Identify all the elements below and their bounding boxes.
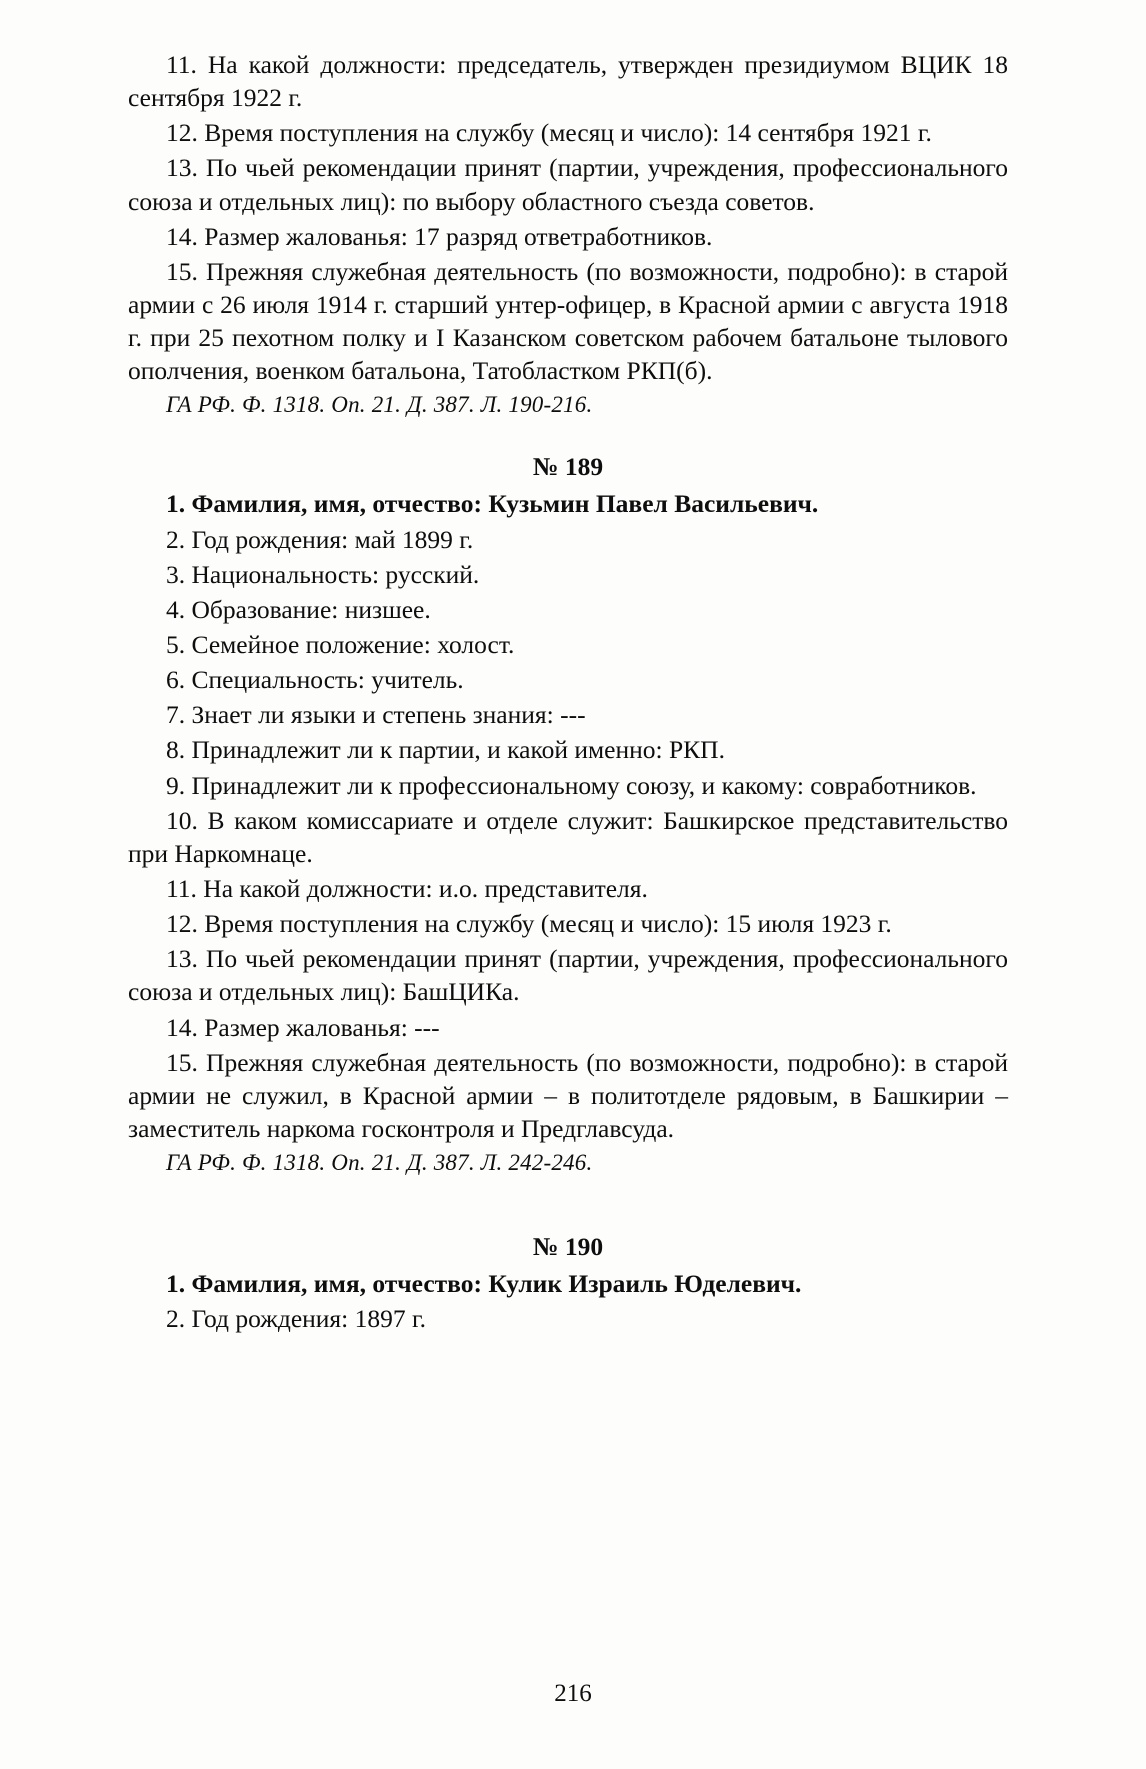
page-content xyxy=(128,48,1008,1337)
entry-189-item-11: 11. На какой должности: и.о. представителя. xyxy=(166,873,648,903)
entry-190-item-2: 2. Год рождения: 1897 г. xyxy=(166,1304,426,1334)
entry-189-fullname: 1. Фамилия, имя, отчество: Кузьмин Павел Васильевич. xyxy=(166,489,819,519)
entry-190-fullname: 1. Фамилия, имя, отчество: Кулик Израиль Юделевич. xyxy=(166,1269,802,1299)
page-number: 216 xyxy=(554,1680,592,1707)
entry-189-item-15: 15. Прежняя служебная деятельность (по возможности, подробно): в старой армии не служил, в Красной армии – в политотделе рядовым, в Башкирии – заместитель наркома госконтроля и Предглавсуда. xyxy=(128,1047,1008,1143)
archive-source-prev: ГА РФ. Ф. 1318. Оп. 21. Д. 387. Л. 190-216. xyxy=(166,392,593,418)
paragraph-item-14-prev: 14. Размер жалованья: 17 разряд ответработников. xyxy=(166,221,713,251)
entry-189-item-12: 12. Время поступления на службу (месяц и число): 15 июля 1923 г. xyxy=(166,909,892,939)
entry-189-item-13: 13. По чьей рекомендации принят (партии, учреждения, профессионального союза и отдельных лиц): БашЦИКа. xyxy=(128,944,1008,1007)
entry-189-item-14: 14. Размер жалованья: --- xyxy=(166,1012,440,1042)
archive-source-189: ГА РФ. Ф. 1318. Оп. 21. Д. 387. Л. 242-246. xyxy=(166,1150,593,1176)
entry-189-item-4: 4. Образование: низшее. xyxy=(166,594,431,624)
entry-189-item-3: 3. Национальность: русский. xyxy=(166,559,480,589)
paragraph-item-15-prev: 15. Прежняя служебная деятельность (по возможности, подробно): в старой армии с 26 июля 1914 г. старший унтер-офицер, в Красной армии с августа 1918 г. при 25 пехотном полку и I Казанском советском рабочем батальоне тылового ополчения, военком батальона, Татобластком РКП(б). xyxy=(128,256,1008,386)
entry-189-item-2: 2. Год рождения: май 1899 г. xyxy=(166,524,474,554)
entry-189-item-7: 7. Знает ли языки и степень знания: --- xyxy=(166,700,586,730)
entry-189-item-10: 10. В каком комиссариате и отделе служит: Башкирское представительство при Наркомнаце. xyxy=(128,805,1008,868)
paragraph-item-13-prev: 13. По чьей рекомендации принят (партии, учреждения, профессионального союза и отдельных лиц): по выбору областного съезда советов. xyxy=(128,153,1008,216)
entry-189-item-6: 6. Специальность: учитель. xyxy=(166,665,464,695)
entry-189-item-5: 5. Семейное положение: холост. xyxy=(166,630,515,659)
paragraph-item-11-prev: 11. На какой должности: председатель, утвержден президиумом ВЦИК 18 сентября 1922 г. xyxy=(128,50,1008,113)
entry-number-190: № 190 xyxy=(532,1232,604,1261)
paragraph-item-12-prev: 12. Время поступления на службу (месяц и число): 14 сентября 1921 г. xyxy=(166,118,932,148)
entry-189-item-8: 8. Принадлежит ли к партии, и какой именно: РКП. xyxy=(166,735,725,765)
entry-number-189: № 189 xyxy=(532,452,604,482)
entry-189-item-9: 9. Принадлежит ли к профессиональному союзу, и какому: совработников. xyxy=(166,770,977,800)
